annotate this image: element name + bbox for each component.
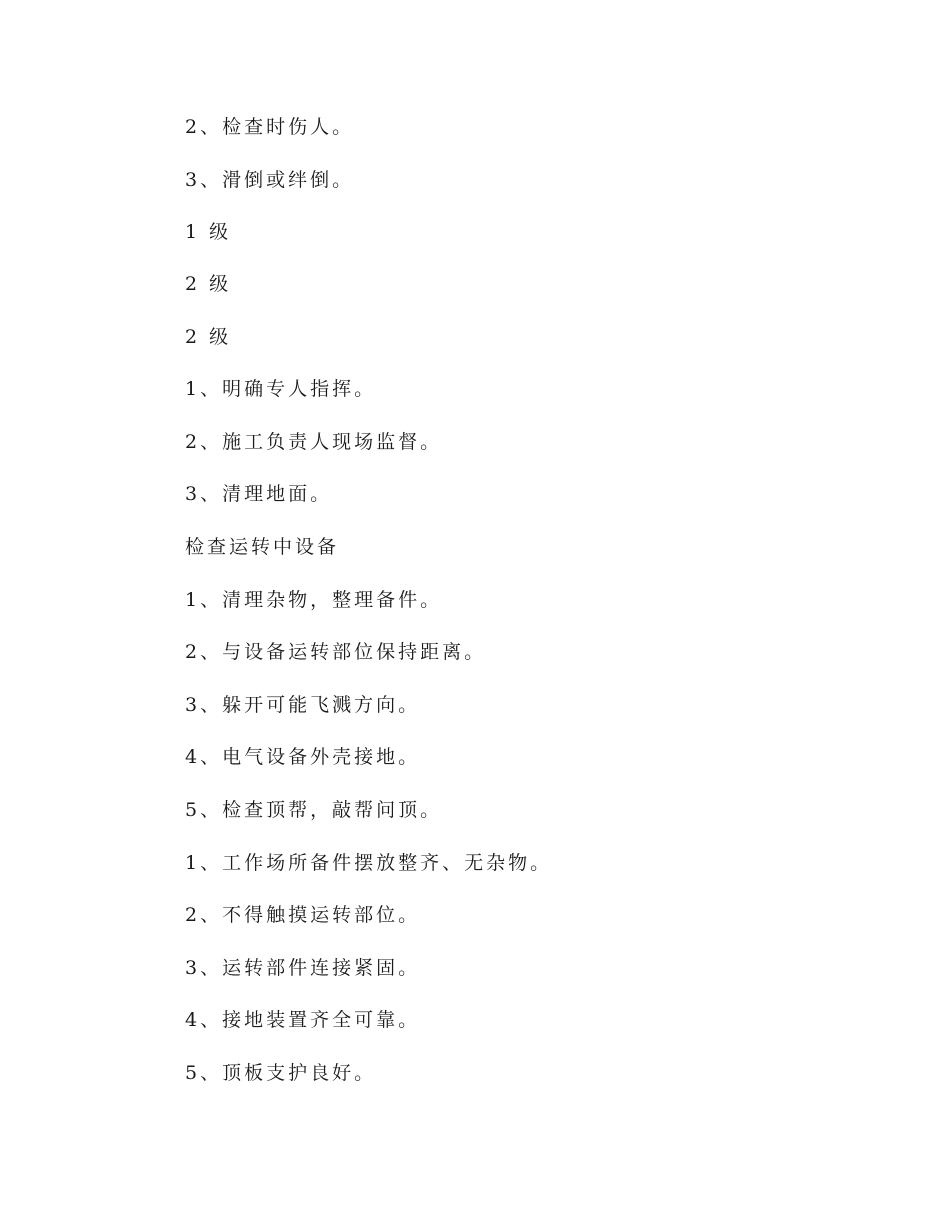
- text-line: 4、接地装置齐全可靠。: [185, 1009, 421, 1031]
- text-line: 2、检查时伤人。: [185, 116, 355, 138]
- text-line: 3、清理地面。: [185, 483, 333, 505]
- text-line: 3、运转部件连接紧固。: [185, 957, 421, 979]
- text-line: 2 级: [185, 273, 232, 295]
- text-line: 3、滑倒或绊倒。: [185, 169, 355, 191]
- text-line: 4、电气设备外壳接地。: [185, 746, 421, 768]
- text-line: 1、明确专人指挥。: [185, 378, 377, 400]
- text-line: 1、工作场所备件摆放整齐、无杂物。: [185, 852, 553, 874]
- text-line: 2、与设备运转部位保持距离。: [185, 641, 487, 663]
- text-line: 1、清理杂物，整理备件。: [185, 589, 443, 611]
- text-line: 2、施工负责人现场监督。: [185, 431, 443, 453]
- text-line: 2 级: [185, 326, 232, 348]
- text-line: 5、检查顶帮，敲帮问顶。: [185, 799, 443, 821]
- text-line: 5、顶板支护良好。: [185, 1062, 377, 1084]
- text-line: 3、躲开可能飞溅方向。: [185, 694, 421, 716]
- text-line: 2、不得触摸运转部位。: [185, 904, 421, 926]
- section-heading: 检查运转中设备: [185, 536, 340, 558]
- text-line: 1 级: [185, 221, 232, 243]
